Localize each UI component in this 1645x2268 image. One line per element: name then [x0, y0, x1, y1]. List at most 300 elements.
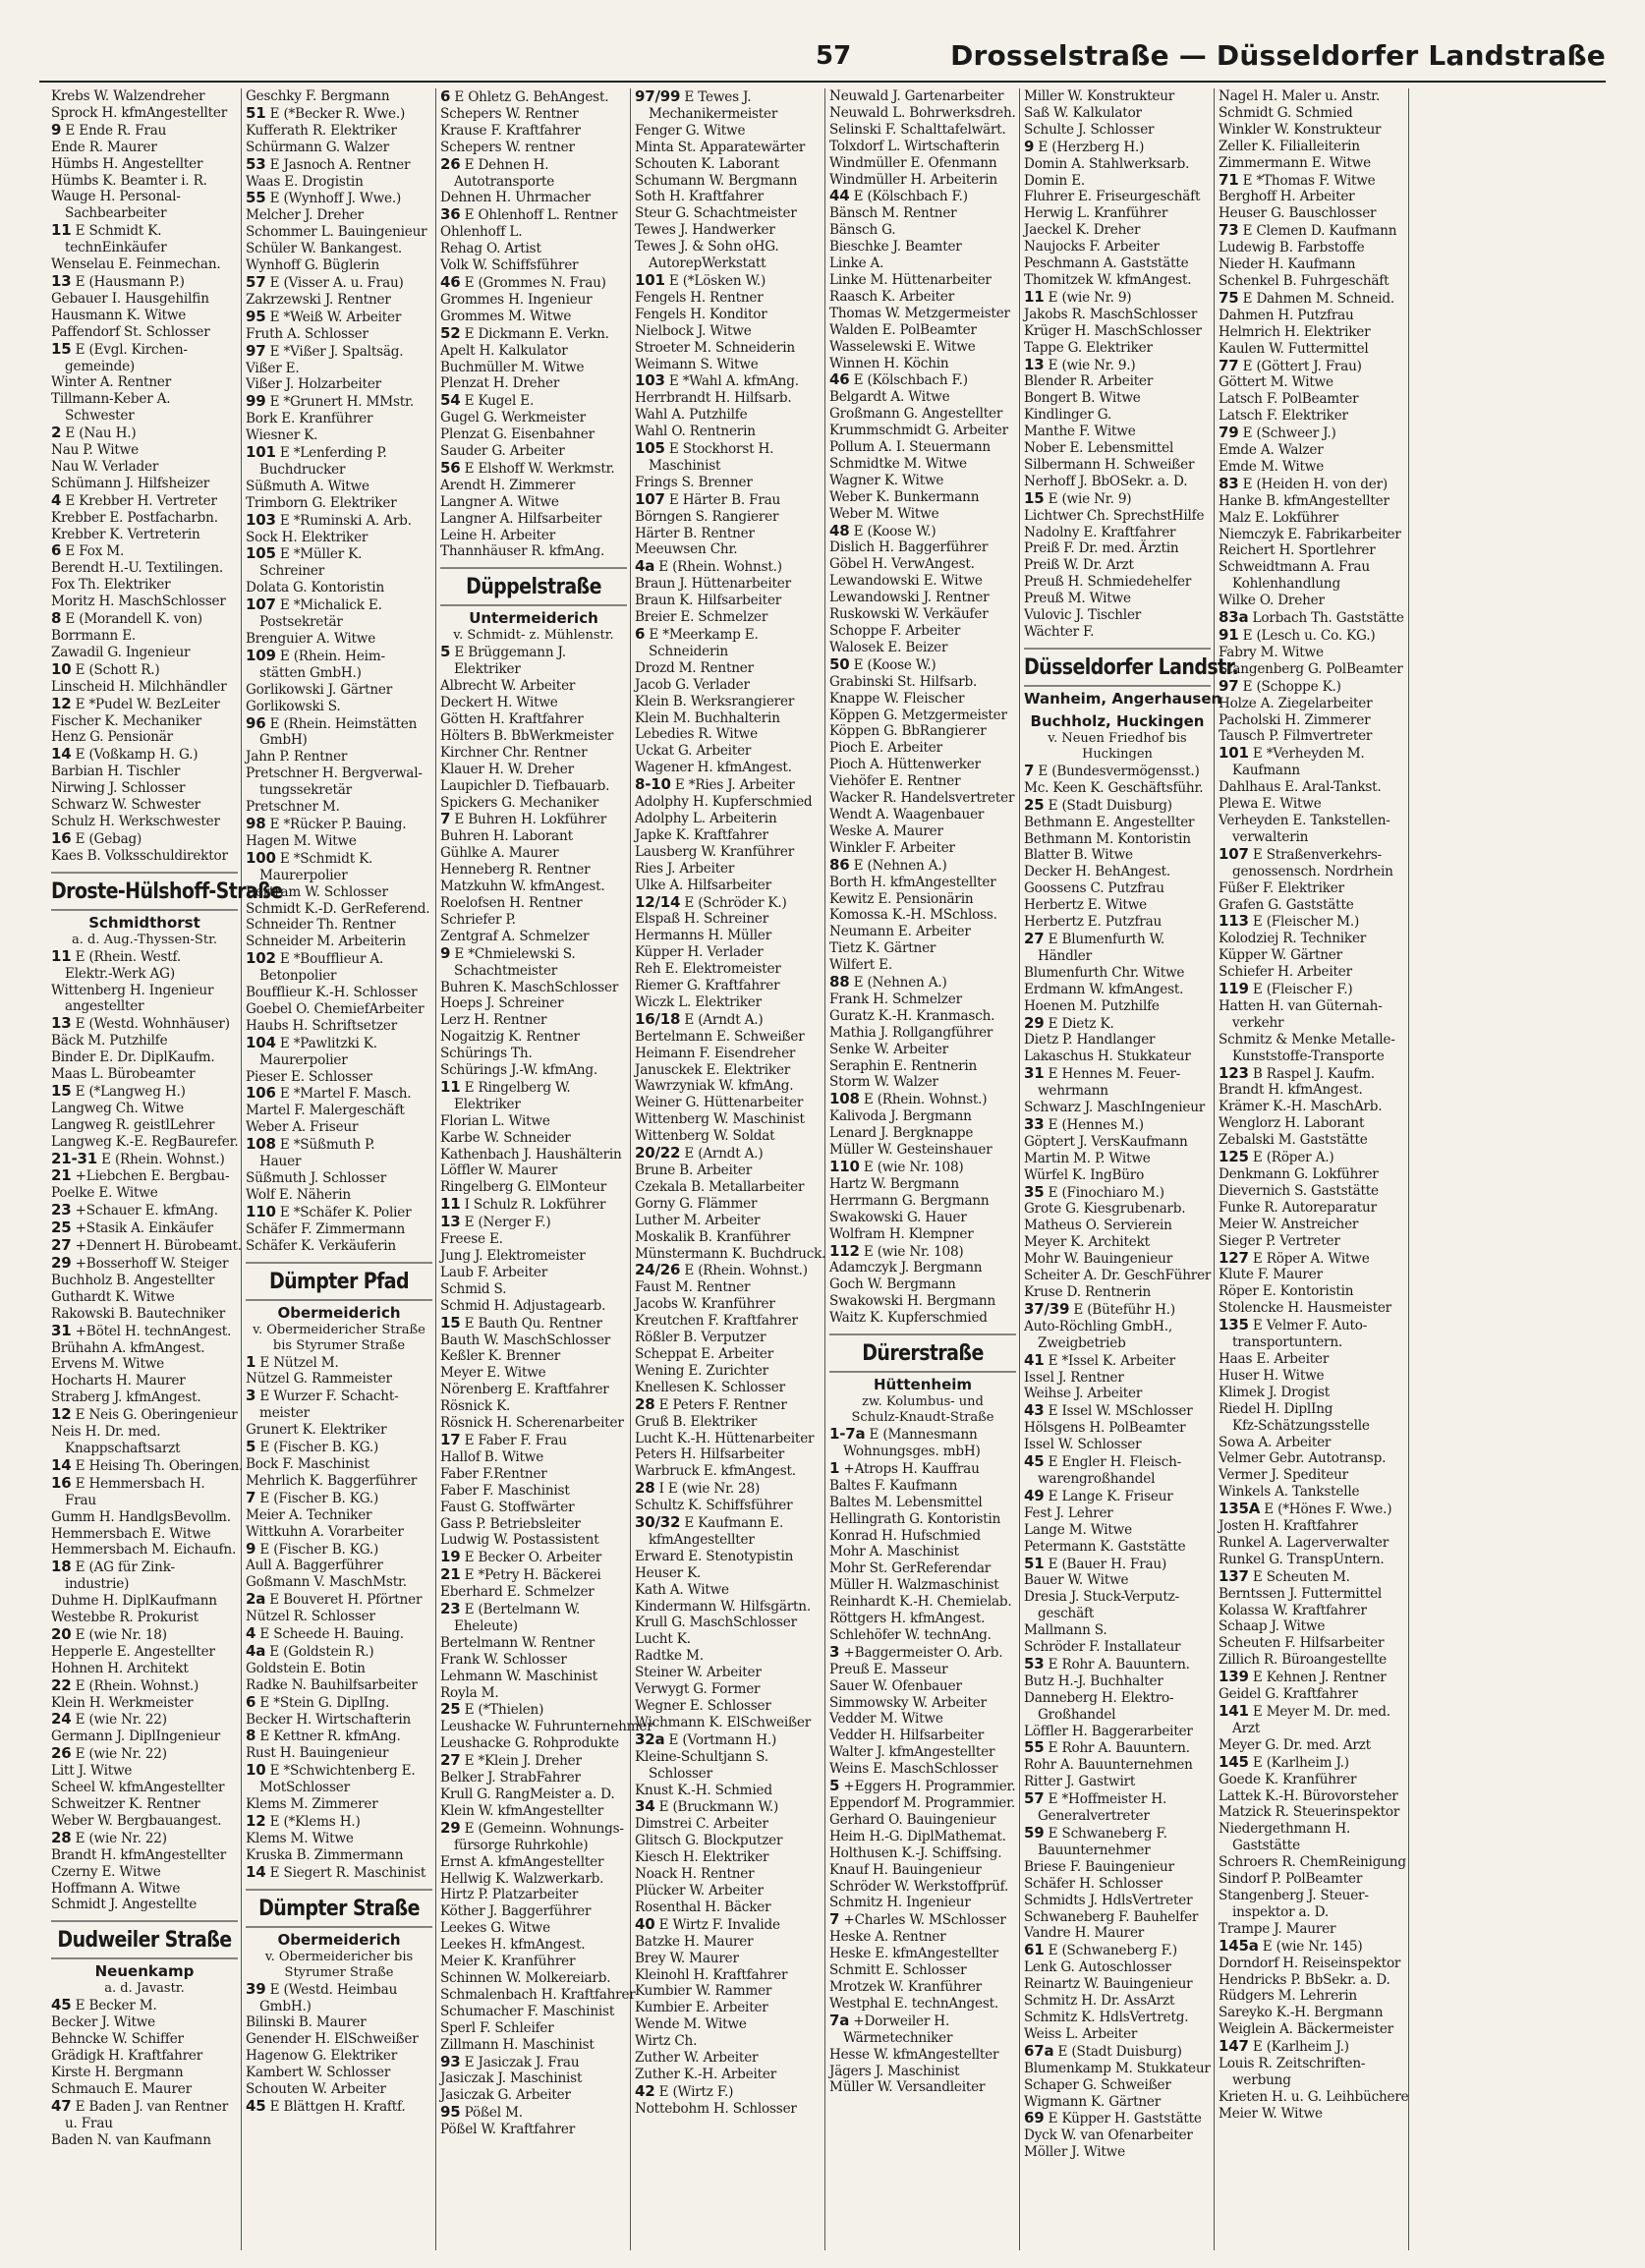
house-entry: [1024, 1488, 1211, 1505]
entry-text: Goede K. Kranführer: [1219, 1771, 1357, 1787]
resident-entry: [1219, 1283, 1405, 1300]
entry-text: E Scheede H. Bauing.: [259, 1626, 404, 1643]
resident-entry: [51, 173, 238, 190]
resident-entry: [51, 1847, 238, 1864]
resident-entry: [440, 443, 627, 460]
entry-text: Jägers J. Maschinist: [829, 2063, 960, 2079]
house-number: 100: [246, 848, 276, 867]
entry-text: E Nützel M.: [259, 1354, 339, 1371]
entry-text: Hanke B. kfmAngestellter: [1219, 492, 1390, 509]
house-entry: [1024, 139, 1211, 156]
entry-text: Zuther K.-H. Arbeiter: [635, 2066, 777, 2082]
entry-text: E *Pawlitzki K.: [279, 1035, 377, 1051]
entry-text: Maschinist: [649, 457, 721, 474]
entry-text: Geschky F. Bergmann: [246, 88, 390, 104]
resident-entry: [1219, 1721, 1405, 1737]
resident-entry: [635, 1866, 822, 1883]
house-number: 54: [440, 391, 461, 410]
entry-text: Matzkuhn W. kfmAngest.: [440, 879, 605, 895]
house-entry: [440, 1315, 627, 1332]
resident-entry: [635, 458, 822, 475]
entry-text: Scheppat E. Arbeiter: [635, 1345, 773, 1362]
resident-entry: [440, 678, 627, 695]
entry-text: Gühlke A. Maurer: [440, 845, 559, 862]
entry-text: E Dahmen M. Schneid.: [1242, 290, 1395, 307]
resident-entry: [1024, 1959, 1211, 1976]
entry-text: E (Kölschbach F.): [853, 372, 968, 389]
resident-entry: [1219, 897, 1405, 914]
entry-text: Dolata G. Kontoristin: [246, 580, 385, 596]
resident-entry: [440, 257, 627, 274]
entry-text: Rüdgers M. Lehrerin: [1219, 1988, 1357, 2005]
resident-entry: [1024, 607, 1211, 624]
resident-entry: [1219, 1401, 1405, 1418]
entry-text: Litt J. Witwe: [51, 1763, 133, 1780]
resident-entry: [51, 1864, 238, 1881]
entry-text: E *Pudel W. BezLeiter: [75, 696, 220, 712]
entry-text: Westphal E. technAngest.: [829, 1995, 999, 2012]
house-number: 107: [635, 489, 665, 508]
resident-entry: [51, 391, 238, 408]
entry-text: industrie): [65, 1576, 130, 1593]
entry-text: E Peters F. Rentner: [658, 1396, 787, 1413]
resident-entry: [1024, 1909, 1211, 1926]
entry-text: E Kettner R. kfmAng.: [259, 1729, 401, 1745]
resident-entry: [246, 140, 432, 156]
entry-text: Freese E.: [440, 1231, 503, 1248]
entry-text: E *Süßmuth P.: [279, 1137, 375, 1154]
entry-text: Zillmann H. Maschinist: [440, 2036, 595, 2053]
entry-text: Kambert W. Schlosser: [246, 2065, 391, 2081]
house-entry: [51, 1830, 238, 1847]
resident-entry: [635, 1046, 822, 1062]
house-number: 8: [246, 1727, 256, 1745]
entry-text: Heim H.-G. DiplMathemat.: [829, 1828, 1006, 1844]
entry-text: Poelke E. Witwe: [51, 1185, 158, 1202]
resident-entry: [246, 2014, 432, 2031]
house-number: 113: [1219, 912, 1249, 931]
house-entry: [51, 122, 238, 140]
entry-text: Blumenfurth Chr. Witwe: [1024, 964, 1185, 981]
entry-text: Eheleute): [454, 1617, 518, 1634]
resident-entry: [829, 1962, 1016, 1979]
resident-entry: [51, 510, 238, 527]
resident-entry: [635, 1029, 822, 1046]
entry-text: Hendricks P. BbSekr. a. D.: [1219, 1971, 1390, 1988]
resident-entry: [1024, 407, 1211, 424]
entry-text: Emde M. Witwe: [1219, 458, 1325, 475]
resident-entry: [246, 1831, 432, 1847]
entry-text: Leushacke G. Rohprodukte: [440, 1735, 619, 1752]
entry-text: Scheel W. kfmAngestellter: [51, 1780, 225, 1796]
entry-text: Lerz H. Rentner: [440, 1012, 547, 1029]
house-entry: [246, 1864, 432, 1882]
resident-entry: [635, 1899, 822, 1916]
entry-text: Ringelberg G. ElMonteur: [440, 1179, 607, 1196]
resident-entry: [1219, 1552, 1405, 1568]
resident-entry: [51, 2031, 238, 2048]
entry-text: Senke W. Arbeiter: [829, 1041, 948, 1057]
entry-text: E (Rhein. Heimstätten: [269, 715, 418, 732]
resident-entry: [829, 356, 1016, 372]
resident-entry: [51, 998, 238, 1015]
resident-entry: [246, 1221, 432, 1238]
entry-text: E (Herzberg H.): [1038, 139, 1145, 155]
house-number: 28: [635, 1479, 655, 1498]
entry-text: Sachbearbeiter: [65, 205, 167, 222]
house-number: 31: [1024, 1064, 1045, 1083]
entry-text: Hellwig K. Walzwerkarb.: [440, 1870, 604, 1887]
entry-text: Keßler K. Brenner: [440, 1348, 561, 1365]
entry-text: Trampe J. Maurer: [1219, 1920, 1336, 1937]
resident-entry: [635, 593, 822, 609]
resident-entry: [51, 797, 238, 814]
entry-text: Dehnen H. Uhrmacher: [440, 190, 591, 206]
resident-entry: [1219, 1115, 1405, 1132]
resident-entry: [1024, 1522, 1211, 1539]
resident-entry: [246, 682, 432, 699]
column-8: [1409, 88, 1604, 2250]
resident-entry: [1219, 593, 1405, 609]
house-number: 75: [1219, 288, 1239, 307]
entry-text: Wigmann K. Gärtner: [1024, 2093, 1162, 2110]
entry-text: Issel W. Schlosser: [1024, 1437, 1142, 1453]
entry-text: Braun J. Hüttenarbeiter: [635, 576, 791, 593]
resident-entry: [829, 1895, 1016, 1911]
district-heading: Obermeiderich: [277, 1930, 401, 1949]
house-entry: [51, 1711, 238, 1729]
entry-text: Lehmann W. Maschinist: [440, 1668, 597, 1684]
house-number: 101: [635, 270, 665, 289]
resident-entry: [1219, 442, 1405, 459]
resident-entry: [1219, 1603, 1405, 1619]
entry-text: Kreutchen F. Kraftfahrer: [635, 1313, 798, 1330]
resident-entry: [246, 1456, 432, 1473]
entry-text: Wauge H. Personal-: [51, 189, 181, 205]
resident-entry: [829, 139, 1016, 155]
entry-text: Krebber K. Vertreterin: [51, 526, 200, 542]
resident-entry: [1024, 847, 1211, 864]
entry-text: technEinkäufer: [65, 240, 167, 256]
house-entry: [51, 1559, 238, 1576]
resident-entry: [1024, 508, 1211, 525]
resident-entry: [635, 205, 822, 222]
entry-text: Nieder H. Kaufmann: [1219, 256, 1356, 273]
resident-entry: [51, 1289, 238, 1306]
resident-entry: [51, 1306, 238, 1323]
house-number: 14: [51, 1455, 72, 1474]
entry-text: Meyer K. Architekt: [1024, 1234, 1150, 1251]
resident-entry: [440, 1887, 627, 1903]
resident-entry: [51, 1101, 238, 1117]
house-number: 24/26: [635, 1261, 681, 1279]
resident-entry: [246, 257, 432, 274]
entry-text: Lichtwer Ch. SprechstHilfe: [1024, 507, 1205, 524]
entry-text: Buhren H. Laborant: [440, 828, 573, 845]
resident-entry: [51, 324, 238, 341]
resident-entry: [1219, 779, 1405, 796]
house-entry: [440, 1566, 627, 1584]
resident-entry: [440, 2004, 627, 2020]
entry-text: Hagenow G. Elektriker: [246, 2048, 398, 2065]
resident-entry: [1219, 1972, 1405, 1989]
entry-text: Scheuten F. Hilfsarbeiter: [1219, 1635, 1385, 1652]
entry-text: Mohr A. Maschinist: [829, 1544, 959, 1560]
resident-entry: [51, 359, 238, 375]
house-number: 13: [51, 271, 72, 290]
resident-entry: [635, 794, 822, 811]
resident-entry: [1024, 1774, 1211, 1790]
resident-entry: [1024, 307, 1211, 323]
entry-text: E (Hennes M.): [1048, 1116, 1144, 1133]
house-number: 11: [440, 1077, 461, 1096]
resident-entry: [1024, 2144, 1211, 2161]
entry-text: Hermanns H. Müller: [635, 928, 772, 944]
house-entry: [246, 1541, 432, 1559]
house-number: 25: [51, 1219, 72, 1237]
entry-text: Brey W. Maurer: [635, 1950, 739, 1966]
resident-entry: [1024, 1993, 1211, 2010]
entry-text: Latsch F. Elektriker: [1219, 408, 1348, 425]
house-entry: [1219, 627, 1405, 645]
entry-text: E Heising Th. Oberingen.: [75, 1457, 244, 1474]
entry-text: gemeinde): [65, 358, 136, 374]
entry-text: Martel F. Malergeschäft: [246, 1103, 405, 1119]
resident-entry: [1024, 373, 1211, 390]
entry-text: Heuser K.: [635, 1564, 702, 1581]
house-number: 6: [51, 541, 62, 560]
resident-entry: [1024, 189, 1211, 205]
resident-entry: [440, 1986, 636, 2004]
entry-text: Dislich H. Baggerführer: [829, 539, 989, 556]
house-entry: [440, 945, 627, 963]
street-section-description: v. Neuen Friedhof bis: [1048, 730, 1187, 746]
entry-text: E (Lesch u. Co. KG.): [1242, 628, 1376, 644]
entry-text: E (Büteführ H.): [1073, 1301, 1175, 1318]
resident-entry: [829, 1125, 1016, 1142]
entry-text: Meyer G. Dr. med. Arzt: [1219, 1736, 1371, 1753]
resident-entry: [829, 1544, 1016, 1560]
house-entry: [246, 274, 432, 292]
entry-text: E (Schwaneberg F.): [1048, 1943, 1177, 1959]
resident-entry: [1219, 341, 1405, 358]
entry-text: Tausch P. Filmvertreter: [1219, 728, 1373, 745]
entry-text: Schaper G. Schweißer: [1024, 2076, 1171, 2093]
entry-text: Schepers W. rentner: [440, 139, 575, 155]
resident-entry: [635, 407, 822, 424]
house-entry: [635, 626, 822, 644]
house-number: 41: [1024, 1350, 1045, 1369]
resident-entry: [829, 992, 1016, 1008]
entry-text: Kewitz E. Pensionärin: [829, 890, 974, 907]
house-entry: [246, 1354, 432, 1372]
entry-text: Rößler B. Verputzer: [635, 1330, 766, 1346]
entry-text: Henz G. Pensionär: [51, 729, 173, 746]
entry-text: Weiner G. Hüttenarbeiter: [635, 1095, 804, 1111]
resident-entry: [51, 256, 238, 273]
house-number: 39: [246, 1979, 266, 1998]
resident-entry: [51, 156, 238, 173]
entry-text: Brühahn A. kfmAngest.: [51, 1339, 205, 1356]
entry-text: Jasiczak G. Arbeiter: [440, 2087, 571, 2104]
house-entry: [1024, 1942, 1211, 1959]
entry-text: Schumann W. Bergmann: [635, 172, 798, 189]
entry-text: Binder E. Dr. DiplKaufm.: [51, 1049, 215, 1066]
column-4: [631, 88, 825, 2250]
entry-text: Riemer G. Kraftfahrer: [635, 978, 780, 994]
entry-text: Schepers W. Rentner: [440, 105, 579, 122]
resident-entry: [440, 292, 627, 309]
resident-entry: [1219, 1368, 1405, 1385]
resident-entry: [635, 1463, 822, 1480]
resident-entry: [829, 1042, 1016, 1058]
house-entry: [829, 1243, 1016, 1261]
house-number: 27: [1024, 929, 1045, 947]
house-entry: [51, 1475, 238, 1493]
entry-text: Tillmann-Keber A.: [51, 391, 171, 408]
entry-text: Warbruck E. kfmAngest.: [635, 1463, 796, 1480]
resident-entry: [829, 88, 1016, 105]
entry-text: Kirste H. Bergmann: [51, 2064, 184, 2080]
entry-text: Hausmann K. Witwe: [51, 307, 187, 323]
entry-text: E (Karlheim J.): [1252, 2039, 1349, 2056]
house-entry: [1219, 1568, 1405, 1586]
house-entry: [440, 88, 627, 106]
resident-entry: [635, 1296, 822, 1313]
house-entry: [246, 1762, 432, 1780]
resident-entry: [440, 1365, 627, 1382]
resident-entry: [829, 590, 1016, 606]
entry-text: Meier W. Anstreicher: [1219, 1216, 1359, 1232]
resident-entry: [635, 140, 822, 156]
entry-text: E Becker O. Arbeiter: [464, 1550, 602, 1566]
entry-text: E Hemmersbach H.: [75, 1475, 205, 1492]
resident-entry: [51, 679, 238, 696]
entry-text: Sauder G. Arbeiter: [440, 443, 565, 460]
entry-text: Brandt H. kfmAngestellter: [51, 1846, 226, 1863]
entry-text: Kfz-Schätzungsstelle: [1232, 1417, 1370, 1434]
entry-text: Nau W. Verlader: [51, 458, 159, 475]
entry-text: Langweg K.-E. RegBaurefer.: [51, 1133, 239, 1150]
entry-text: Schmidt G. Schmied: [1219, 104, 1353, 121]
entry-text: Vißer J. Holzarbeiter: [246, 376, 381, 393]
entry-text: Mrotzek W. Kranführer: [829, 1978, 982, 1995]
entry-text: E Rohr A. Bauuntern.: [1048, 1740, 1190, 1757]
resident-entry: [1219, 391, 1405, 408]
house-entry: [1024, 1301, 1211, 1319]
resident-entry: [246, 1745, 432, 1762]
resident-entry: [440, 1500, 627, 1516]
resident-entry: [51, 408, 238, 425]
house-number: 101: [1219, 744, 1249, 763]
entry-text: Schürmann G. Walzer: [246, 139, 389, 155]
resident-entry: [440, 494, 627, 511]
resident-entry: [1024, 1471, 1211, 1488]
entry-text: Grunert K. Elektriker: [246, 1422, 387, 1439]
house-number: 36: [440, 205, 461, 224]
entry-text: Fest J. Lehrer: [1024, 1504, 1113, 1521]
resident-entry: [829, 1829, 1016, 1845]
resident-entry: [829, 1577, 1016, 1594]
entry-text: Arendt H. Zimmerer: [440, 477, 576, 493]
resident-entry: [51, 1049, 238, 1066]
resident-entry: [246, 782, 432, 799]
entry-text: Braun K. Hilfsarbeiter: [635, 593, 782, 609]
entry-text: Seraphin E. Rentnerin: [829, 1057, 978, 1074]
resident-entry: [440, 2070, 627, 2087]
resident-entry: [440, 2087, 627, 2104]
entry-text: Wohnungsges. mbH): [843, 1443, 981, 1459]
entry-text: Hartz W. Bergmann: [829, 1175, 959, 1192]
resident-entry: [1024, 1218, 1211, 1234]
entry-text: Weske A. Maurer: [829, 822, 943, 839]
entry-text: Gruß B. Elektriker: [635, 1413, 758, 1430]
resident-entry: [635, 2101, 822, 2118]
entry-text: Funke R. Autoreparatur: [1219, 1199, 1377, 1216]
entry-text: Adamczyk J. Bergmann: [829, 1260, 983, 1276]
house-entry: [51, 1455, 244, 1475]
resident-entry: [1219, 1518, 1405, 1535]
house-number: 109: [246, 646, 276, 664]
resident-entry: [829, 1728, 1016, 1744]
entry-text: E (Schweer J.): [1242, 425, 1336, 442]
resident-entry: [246, 614, 432, 631]
house-entry: [635, 1480, 822, 1498]
entry-text: Zawadil G. Ingenieur: [51, 644, 191, 660]
house-number: 57: [246, 272, 266, 291]
entry-text: E Blumenfurth W.: [1048, 931, 1165, 947]
resident-entry: [829, 1929, 1016, 1946]
house-number: 106: [246, 1084, 276, 1103]
house-entry: [1219, 290, 1405, 308]
entry-text: Winkler W. Konstrukteur: [1219, 121, 1382, 138]
resident-entry: [635, 1983, 822, 2000]
resident-entry: [829, 1611, 1016, 1627]
entry-text: Grommes H. Ingenieur: [440, 291, 593, 308]
entry-text: Ludewig B. Farbstoffe: [1219, 240, 1365, 256]
entry-text: Pößel M.: [464, 2105, 523, 2122]
entry-text: Kufferath R. Elektriker: [246, 122, 397, 139]
resident-entry: [829, 1560, 1016, 1577]
entry-text: Rakowski B. Bautechniker: [51, 1305, 226, 1322]
resident-entry: [246, 1103, 432, 1119]
entry-text: Krause F. Kraftfahrer: [440, 122, 581, 139]
resident-entry: [1024, 205, 1211, 222]
entry-text: Hümbs K. Beamter i. R.: [51, 172, 207, 189]
resident-entry: [440, 190, 627, 206]
entry-text: Wahl A. Putzhilfe: [635, 407, 748, 424]
entry-text: Schulz H. Werkschwester: [51, 813, 220, 829]
resident-entry: [51, 308, 238, 324]
directory-columns: [47, 88, 1606, 2250]
resident-entry: [829, 1176, 1016, 1193]
entry-text: Jahn P. Rentner: [246, 749, 348, 765]
entry-text: Füßer F. Elektriker: [1219, 879, 1344, 896]
resident-entry: [635, 1549, 822, 1565]
entry-text: Hirtz P. Platzarbeiter: [440, 1887, 579, 1903]
house-entry: [440, 206, 627, 224]
entry-text: Schürings J.-W. kfmAng.: [440, 1062, 597, 1079]
resident-entry: [440, 1871, 627, 1888]
resident-entry: [1219, 1854, 1405, 1871]
house-entry: [1024, 1352, 1211, 1370]
entry-text: Wenselau E. Feinmechan.: [51, 256, 221, 273]
resident-entry: [246, 665, 432, 682]
entry-text: Nagel H. Maler u. Anstr.: [1219, 88, 1381, 104]
entry-text: stätten GmbH.): [259, 664, 362, 681]
entry-text: Schäfer H. Schlosser: [1024, 1875, 1163, 1892]
resident-entry: [1024, 1319, 1211, 1335]
